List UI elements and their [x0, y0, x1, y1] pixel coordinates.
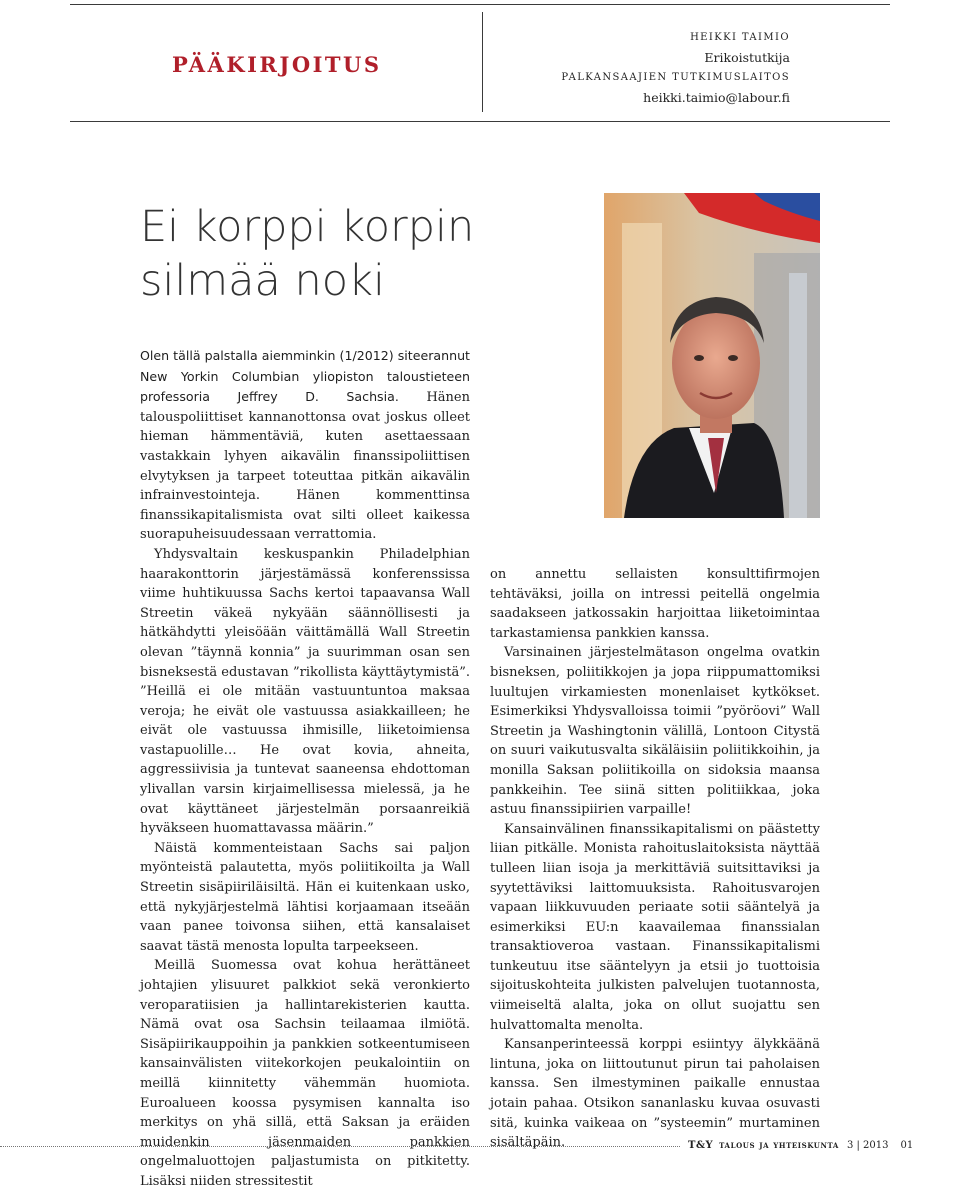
article-column-right [490, 565, 820, 1153]
author-organization: PALKANSAAJIEN TUTKIMUSLAITOS [561, 72, 790, 83]
article-paragraph: Varsinainen järjestelmätason ongelma ovatkin bisneksen, poliitikkojen ja jopa riippumattomiksi luultujen virkamiesten monenlaiset kytkökset. Esimerkiksi Yhdysvalloissa toimii ”pyöröovi” Wall Streetin ja Washingtonin välillä, Lontoon Citystä on suuri vaikutusvalta sikäläisiin poliitikkoihin, ja monilla Saksan poliitikoilla on sidoksia maansa pankkeihin. Tee siinä sitten politiikkaa, joka astuu finanssipiirien varpaille! [490, 645, 820, 818]
author-photo [604, 193, 820, 518]
article-headline [140, 200, 520, 308]
header-divider [482, 12, 483, 112]
article-paragraph: Kansainvälinen finanssikapitalismi on päästetty liian pitkälle. Monista rahoituslaitoksista näyttää tulleen liian isoja ja merkittäviä suitsittaviksi ja syytettäviksi laittomuuksista. Rahoitusvarojen vapaan liikkuvuuden periaate sotii sääntelyä ja esimerkiksi EU:n kaavailemaa finanssialan transaktioveroa vastaan. Finanssikapitalismi tunkeutuu itse sääntelyyn ja etsii jo tuottoisia sijoituskohteita julkisten palvelujen tuotannosta, viimeiseltä alalta, joka on ollut suojattu sen hulvattomalta menolta. [490, 821, 820, 1033]
paragraph-text: Hänen talouspoliittiset kannanottonsa ovat joskus olleet hieman hämmentäviä, kuten asettaessaan vastakkain lyhyen aikavälin finanssipoliittisen elvytyksen ja tarpeet toteuttaa pitkän aikavälin infrainvestointeja. Hänen kommenttinsa finanssikapitalismista ovat silti olleet kaikessa suorapuheisuudessaan verrattomia. [140, 390, 470, 543]
article-paragraph: Meillä Suomessa ovat kohua herättäneet johtajien ylisuuret palkkiot sekä veronkierto veroparatiisien ja hallintarekisterien kautta. Nämä ovat osa Sachsin teilaamaa ilmiötä. Sisäpiirikauppoihin ja pankkien sotkeentumiseen kansainvälisten viitekorkojen peukalointiin on meillä kiinnitetty vähemmän huomiota. Euroalueen koossa pysymisen kannalta iso merkitys on yhä sillä, että Saksan ja eräiden muidenkin jäsenmaiden pankkien ongelmaluottojen paljastumista on pitkitetty. Lisäksi niiden stressitestit [140, 958, 470, 1189]
headline-line: Ei korppi korpin [140, 202, 475, 252]
lead-text: Olen tällä palstalla aiemminkin (1/2012) siteerannut New Yorkin Columbian yliopiston taloustieteen professoria Jeffrey D. Sachsia. [140, 348, 470, 405]
author-title: Erikoistutkija [704, 50, 790, 65]
portrait-image [604, 193, 820, 518]
page-number: 01 [900, 1140, 914, 1151]
author-name: HEIKKI TAIMIO [690, 32, 790, 43]
top-rule [70, 4, 890, 5]
headline-line: silmää noki [140, 256, 385, 306]
article-paragraph: on annettu sellaisten konsulttifirmojen tehtäväksi, joilla on intressi peitellä ongelmia saadakseen jatkossakin harjoittaa liiketoimintaa tarkastamiensa pankkien kanssa. [490, 567, 820, 641]
footer-magazine: talous ja yhteiskunta [719, 1140, 839, 1151]
header-bottom-rule [70, 121, 890, 122]
footer-issue: 3 | 2013 [846, 1140, 889, 1151]
footer-dotted-rule [0, 1146, 680, 1147]
section-title: PÄÄKIRJOITUS [172, 52, 382, 77]
article-paragraph: Näistä kommenteistaan Sachs sai paljon myönteistä palautetta, myös poliitikoilta ja Wall Streetin sisäpiiriläisiltä. Hän ei kuitenkaan usko, että nykyjärjestelmä lähtisi korjaamaan itseään vaan panee toivonsa siihen, että kansalaiset saavat tästä menosta lopulta tarpeekseen. [140, 840, 470, 954]
footer-publication: T&Y [688, 1140, 714, 1151]
author-block [545, 28, 790, 108]
article-paragraph: Kansanperinteessä korppi esiintyy älykkäänä lintuna, joka on liittoutunut pirun tai paholaisen kanssa. Sen ilmestyminen paikalle ennustaa jotain pahaa. Otsikon sananlasku kuvaa osuvasti sitä, kuinka vaikeaa on ”systeemin” murtaminen sisältäpäin. [490, 1037, 820, 1151]
page-footer [688, 1139, 960, 1155]
author-email[interactable]: heikki.taimio@labour.fi [643, 90, 790, 105]
article-paragraph [140, 346, 470, 545]
article-paragraph: Yhdysvaltain keskuspankin Philadelphian haarakonttorin järjestämässä konferenssissa viime huhtikuussa Sachs kertoi tapaavansa Wall Streetin väkeä nykyään säännöllisesti ja hätkähdytti yleisöään väittämällä Wall Streetin olevan ”täynnä konnia” ja suurimman osan sen bisneksestä edustavan ”rikollista käyttäytymistä”. ”Heillä ei ole mitään vastuuntuntoa maksaa veroja; he eivät ole vastuussa asiakkailleen; he eivät ole vastuussa ihmisille, liiketoimiensa vastapuolille… He ovat kovia, ahneita, aggressiivisia ja tuntevat saaneensa ehdottoman ylivallan varsin kirjaimellisessa mielessä, ja he ovat käyttäneet järjestelmän porsaanreikiä hyväkseen huomattavassa määrin.” [140, 546, 470, 837]
article-column-left [140, 346, 470, 1192]
